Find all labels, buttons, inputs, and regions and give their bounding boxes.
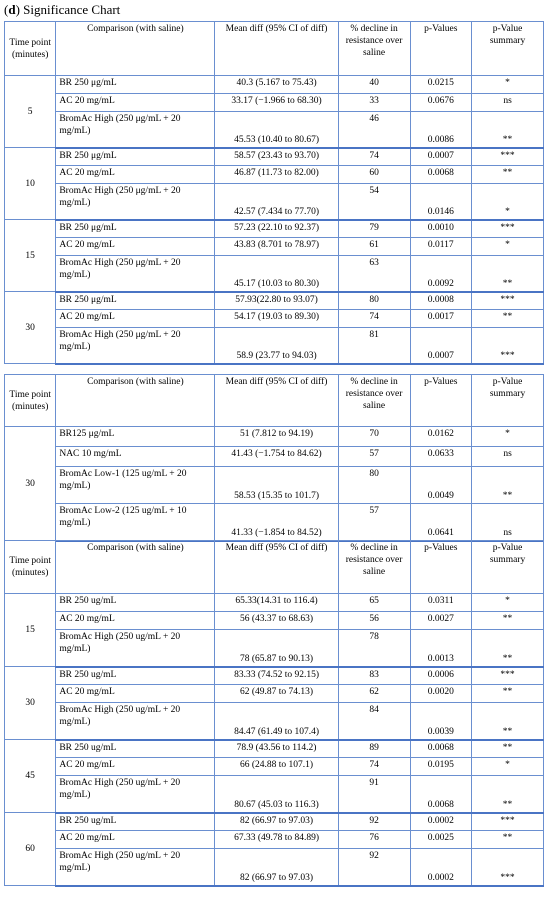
percent-decline-cell: 70 — [338, 427, 410, 447]
comparison-cell: BromAc High (250 ug/mL + 20 mg/mL) — [56, 849, 215, 886]
table-row — [5, 612, 544, 630]
percent-decline-cell: 91 — [338, 776, 410, 813]
time-point-cell: 45 — [5, 740, 56, 813]
header-p-values: p-Values — [410, 22, 472, 76]
header-p-summary: p-Value summary — [472, 541, 544, 594]
title-letter: d — [8, 2, 16, 17]
percent-decline-cell: 89 — [338, 740, 410, 758]
p-summary-cell: *** — [472, 813, 544, 831]
p-value-cell: 0.0633 — [410, 447, 472, 467]
mean-diff-cell: 58.53 (15.35 to 101.7) — [215, 467, 338, 504]
p-summary-cell: *** — [472, 292, 544, 310]
p-summary-cell: ** — [472, 112, 544, 148]
p-summary-cell: *** — [472, 328, 544, 364]
mean-diff-cell: 58.57 (23.43 to 93.70) — [215, 148, 338, 166]
header-time-point: Time point (minutes) — [5, 375, 56, 427]
header-time-point: Time point (minutes) — [5, 541, 56, 594]
p-summary-cell: ** — [472, 630, 544, 667]
header-row — [5, 22, 544, 76]
significance-table-2 — [4, 374, 544, 542]
mean-diff-cell: 65.33(14.31 to 116.4) — [215, 594, 338, 612]
p-summary-cell: ** — [472, 256, 544, 292]
header-p-values: p-Values — [410, 375, 472, 427]
title-text: Significance Chart — [19, 2, 121, 17]
mean-diff-cell: 43.83 (8.701 to 78.97) — [215, 238, 338, 256]
comparison-cell: AC 20 mg/mL — [56, 685, 215, 703]
percent-decline-cell: 74 — [338, 148, 410, 166]
p-summary-cell: ** — [472, 467, 544, 504]
comparison-cell: NAC 10 mg/mL — [56, 447, 215, 467]
comparison-cell: BromAc High (250 μg/mL + 20 mg/mL) — [56, 256, 215, 292]
comparison-cell: BromAc Low-1 (125 ug/mL + 20 mg/mL) — [56, 467, 215, 504]
comparison-cell: BromAc High (250 ug/mL + 20 mg/mL) — [56, 630, 215, 667]
header-percent-decline: % decline in resistance over saline — [338, 541, 410, 594]
comparison-cell: BR125 μg/mL — [56, 427, 215, 447]
mean-diff-cell: 41.43 (−1.754 to 84.62) — [215, 447, 338, 467]
header-time-point: Time point (minutes) — [5, 22, 56, 76]
header-p-values: p-Values — [410, 541, 472, 594]
comparison-cell: BromAc High (250 ug/mL + 20 mg/mL) — [56, 776, 215, 813]
header-comparison: Comparison (with saline) — [56, 541, 215, 594]
p-value-cell: 0.0086 — [410, 112, 472, 148]
p-value-cell: 0.0049 — [410, 467, 472, 504]
p-summary-cell: * — [472, 76, 544, 94]
mean-diff-cell: 82 (66.97 to 97.03) — [215, 813, 338, 831]
p-value-cell: 0.0641 — [410, 504, 472, 541]
percent-decline-cell: 65 — [338, 594, 410, 612]
p-value-cell: 0.0162 — [410, 427, 472, 447]
table-row — [5, 310, 544, 328]
mean-diff-cell: 56 (43.37 to 68.63) — [215, 612, 338, 630]
p-summary-cell: ** — [472, 776, 544, 813]
p-summary-cell: ns — [472, 504, 544, 541]
p-value-cell: 0.0027 — [410, 612, 472, 630]
comparison-cell: BR 250 μg/mL — [56, 76, 215, 94]
p-summary-cell: * — [472, 238, 544, 256]
time-point-cell: 60 — [5, 813, 56, 886]
comparison-cell: AC 20 mg/mL — [56, 310, 215, 328]
header-mean-diff: Mean diff (95% CI of diff) — [215, 22, 338, 76]
percent-decline-cell: 60 — [338, 166, 410, 184]
table-row — [5, 94, 544, 112]
mean-diff-cell: 41.33 (−1.854 to 84.52) — [215, 504, 338, 541]
mean-diff-cell: 33.17 (−1.966 to 68.30) — [215, 94, 338, 112]
p-value-cell: 0.0020 — [410, 685, 472, 703]
mean-diff-cell: 54.17 (19.03 to 89.30) — [215, 310, 338, 328]
percent-decline-cell: 80 — [338, 467, 410, 504]
time-point-cell: 10 — [5, 148, 56, 220]
mean-diff-cell: 57.93(22.80 to 93.07) — [215, 292, 338, 310]
comparison-cell: BR 250 ug/mL — [56, 594, 215, 612]
table-row — [5, 76, 544, 94]
mean-diff-cell: 66 (24.88 to 107.1) — [215, 758, 338, 776]
table-row — [5, 594, 544, 612]
percent-decline-cell: 74 — [338, 310, 410, 328]
percent-decline-cell: 33 — [338, 94, 410, 112]
p-summary-cell: * — [472, 184, 544, 220]
mean-diff-cell: 80.67 (45.03 to 116.3) — [215, 776, 338, 813]
percent-decline-cell: 78 — [338, 630, 410, 667]
header-mean-diff: Mean diff (95% CI of diff) — [215, 541, 338, 594]
header-comparison: Comparison (with saline) — [56, 375, 215, 427]
percent-decline-cell: 40 — [338, 76, 410, 94]
table-row — [5, 831, 544, 849]
p-value-cell: 0.0017 — [410, 310, 472, 328]
percent-decline-cell: 80 — [338, 292, 410, 310]
comparison-cell: BromAc High (250 μg/mL + 20 mg/mL) — [56, 184, 215, 220]
p-value-cell: 0.0010 — [410, 220, 472, 238]
comparison-cell: BR 250 μg/mL — [56, 292, 215, 310]
mean-diff-cell: 45.17 (10.03 to 80.30) — [215, 256, 338, 292]
table-row — [5, 184, 544, 220]
mean-diff-cell: 84.47 (61.49 to 107.4) — [215, 703, 338, 740]
time-point-cell: 15 — [5, 220, 56, 292]
mean-diff-cell: 46.87 (11.73 to 82.00) — [215, 166, 338, 184]
table-row — [5, 328, 544, 364]
time-point-cell: 30 — [5, 667, 56, 740]
time-point-cell: 30 — [5, 427, 56, 541]
table-row — [5, 813, 544, 831]
p-value-cell: 0.0117 — [410, 238, 472, 256]
percent-decline-cell: 57 — [338, 504, 410, 541]
mean-diff-cell: 78 (65.87 to 90.13) — [215, 630, 338, 667]
mean-diff-cell: 57.23 (22.10 to 92.37) — [215, 220, 338, 238]
p-summary-cell: *** — [472, 148, 544, 166]
p-value-cell: 0.0068 — [410, 776, 472, 813]
table-row — [5, 504, 544, 541]
mean-diff-cell: 83.33 (74.52 to 92.15) — [215, 667, 338, 685]
percent-decline-cell: 92 — [338, 849, 410, 886]
comparison-cell: BromAc High (250 ug/mL + 20 mg/mL) — [56, 703, 215, 740]
p-value-cell: 0.0215 — [410, 76, 472, 94]
percent-decline-cell: 83 — [338, 667, 410, 685]
percent-decline-cell: 84 — [338, 703, 410, 740]
p-summary-cell: * — [472, 758, 544, 776]
comparison-cell: AC 20 mg/mL — [56, 166, 215, 184]
table-row — [5, 220, 544, 238]
time-point-cell: 30 — [5, 292, 56, 364]
table-row — [5, 630, 544, 667]
percent-decline-cell: 63 — [338, 256, 410, 292]
p-value-cell: 0.0092 — [410, 256, 472, 292]
percent-decline-cell: 74 — [338, 758, 410, 776]
header-p-summary: p-Value summary — [472, 375, 544, 427]
header-comparison: Comparison (with saline) — [56, 22, 215, 76]
percent-decline-cell: 76 — [338, 831, 410, 849]
table-row — [5, 849, 544, 886]
mean-diff-cell: 42.57 (7.434 to 77.70) — [215, 184, 338, 220]
mean-diff-cell: 51 (7.812 to 94.19) — [215, 427, 338, 447]
p-summary-cell: ** — [472, 166, 544, 184]
mean-diff-cell: 40.3 (5.167 to 75.43) — [215, 76, 338, 94]
p-value-cell: 0.0676 — [410, 94, 472, 112]
header-row — [5, 541, 544, 594]
p-value-cell: 0.0195 — [410, 758, 472, 776]
table-row — [5, 758, 544, 776]
table-row — [5, 238, 544, 256]
mean-diff-cell: 58.9 (23.77 to 94.03) — [215, 328, 338, 364]
comparison-cell: AC 20 mg/mL — [56, 238, 215, 256]
table-row — [5, 256, 544, 292]
comparison-cell: BR 250 ug/mL — [56, 740, 215, 758]
p-summary-cell: *** — [472, 220, 544, 238]
table-row — [5, 776, 544, 813]
comparison-cell: BR 250 ug/mL — [56, 667, 215, 685]
percent-decline-cell: 92 — [338, 813, 410, 831]
table-row — [5, 112, 544, 148]
table-row — [5, 148, 544, 166]
p-summary-cell: ns — [472, 94, 544, 112]
time-point-cell: 5 — [5, 76, 56, 148]
comparison-cell: AC 20 mg/mL — [56, 758, 215, 776]
comparison-cell: BR 250 ug/mL — [56, 813, 215, 831]
header-percent-decline: % decline in resistance over saline — [338, 22, 410, 76]
table-row — [5, 292, 544, 310]
time-point-cell: 15 — [5, 594, 56, 667]
percent-decline-cell: 61 — [338, 238, 410, 256]
p-summary-cell: ** — [472, 685, 544, 703]
percent-decline-cell: 54 — [338, 184, 410, 220]
table-row — [5, 685, 544, 703]
p-summary-cell: *** — [472, 849, 544, 886]
p-value-cell: 0.0002 — [410, 813, 472, 831]
significance-table-1 — [4, 21, 544, 365]
table-row — [5, 467, 544, 504]
comparison-cell: BromAc High (250 μg/mL + 20 mg/mL) — [56, 328, 215, 364]
percent-decline-cell: 81 — [338, 328, 410, 364]
percent-decline-cell: 79 — [338, 220, 410, 238]
mean-diff-cell: 82 (66.97 to 97.03) — [215, 849, 338, 886]
p-value-cell: 0.0007 — [410, 328, 472, 364]
table-row — [5, 447, 544, 467]
p-summary-cell: *** — [472, 667, 544, 685]
p-value-cell: 0.0146 — [410, 184, 472, 220]
table-row — [5, 427, 544, 447]
mean-diff-cell: 67.33 (49.78 to 84.89) — [215, 831, 338, 849]
table-row — [5, 166, 544, 184]
p-summary-cell: * — [472, 427, 544, 447]
p-value-cell: 0.0068 — [410, 740, 472, 758]
p-value-cell: 0.0311 — [410, 594, 472, 612]
p-summary-cell: ** — [472, 310, 544, 328]
comparison-cell: AC 20 mg/mL — [56, 94, 215, 112]
percent-decline-cell: 56 — [338, 612, 410, 630]
header-row — [5, 375, 544, 427]
p-summary-cell: ** — [472, 740, 544, 758]
mean-diff-cell: 62 (49.87 to 74.13) — [215, 685, 338, 703]
p-value-cell: 0.0006 — [410, 667, 472, 685]
header-percent-decline: % decline in resistance over saline — [338, 375, 410, 427]
comparison-cell: BromAc High (250 μg/mL + 20 mg/mL) — [56, 112, 215, 148]
p-summary-cell: * — [472, 594, 544, 612]
percent-decline-cell: 46 — [338, 112, 410, 148]
table-row — [5, 703, 544, 740]
p-summary-cell: ns — [472, 447, 544, 467]
p-value-cell: 0.0002 — [410, 849, 472, 886]
p-value-cell: 0.0008 — [410, 292, 472, 310]
p-value-cell: 0.0007 — [410, 148, 472, 166]
p-value-cell: 0.0013 — [410, 630, 472, 667]
p-value-cell: 0.0025 — [410, 831, 472, 849]
p-summary-cell: ** — [472, 612, 544, 630]
percent-decline-cell: 62 — [338, 685, 410, 703]
comparison-cell: BR 250 μg/mL — [56, 148, 215, 166]
p-summary-cell: ** — [472, 703, 544, 740]
table-row — [5, 667, 544, 685]
p-value-cell: 0.0039 — [410, 703, 472, 740]
chart-title: (d) Significance Chart — [4, 2, 121, 17]
p-value-cell: 0.0068 — [410, 166, 472, 184]
header-p-summary: p-Value summary — [472, 22, 544, 76]
comparison-cell: AC 20 mg/mL — [56, 831, 215, 849]
percent-decline-cell: 57 — [338, 447, 410, 467]
significance-table-3 — [4, 540, 544, 887]
comparison-cell: BR 250 μg/mL — [56, 220, 215, 238]
comparison-cell: BromAc Low-2 (125 ug/mL + 10 mg/mL) — [56, 504, 215, 541]
p-summary-cell: ** — [472, 831, 544, 849]
header-mean-diff: Mean diff (95% CI of diff) — [215, 375, 338, 427]
comparison-cell: AC 20 mg/mL — [56, 612, 215, 630]
table-row — [5, 740, 544, 758]
mean-diff-cell: 78.9 (43.56 to 114.2) — [215, 740, 338, 758]
mean-diff-cell: 45.53 (10.40 to 80.67) — [215, 112, 338, 148]
